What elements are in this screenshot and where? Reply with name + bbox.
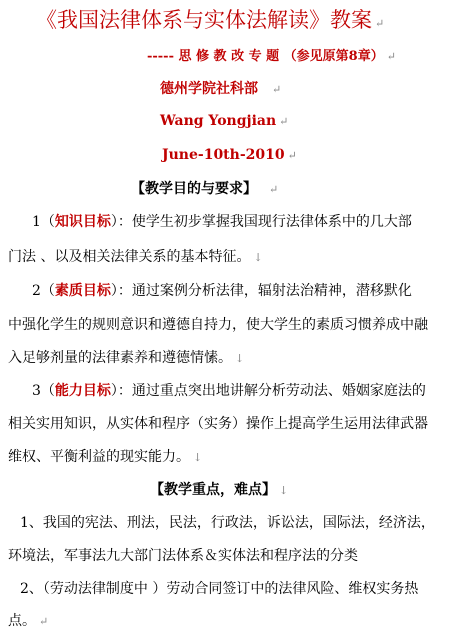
author-text: Wang Yongjian [160,113,277,129]
date-text: June-10th-2010 [162,147,285,163]
line-break-mark: ↓ [235,352,245,365]
objective-text: 维权、平衡利益的现实能力。 [8,449,190,465]
paragraph-mark: ↵ [386,50,396,63]
objective-2-line-3 [8,347,244,367]
organization-text: 德州学院社科部 [160,81,258,97]
paragraph-mark: ↵ [375,17,385,30]
objective-text: ）：通过案例分析法律，辐射法治精神，潜移默化 [110,283,412,299]
objective-text: ）：通过重点突出地讲解分析劳动法、婚姻家庭法的 [110,383,426,399]
key-point-text: 2、（劳动法律制度中 ）劳动合同签订中的法律风险、维权实务热 [20,581,419,597]
objective-label: 能力目标 [54,383,111,399]
organization-line [160,78,281,98]
document-subtitle [147,45,396,64]
objective-text: 相关实用知识，从实体和程序（实务）操作上提高学生运用法律武器 [8,416,428,432]
objective-1-line-1 [32,211,412,231]
item-number: 3（ [32,383,55,399]
key-point-1-line-1 [20,512,435,532]
objective-label: 知识目标 [54,214,111,230]
key-point-text: 1、我国的宪法、刑法，民法，行政法，诉讼法，国际法，经济法， [20,515,435,531]
item-number: 2（ [32,283,55,299]
objective-1-line-2 [8,246,263,266]
line-break-mark: ↓ [279,484,289,497]
date-line [162,147,297,163]
paragraph-mark: ↵ [279,115,289,128]
author-line [160,113,288,129]
objective-text: 门法 、以及相关法律关系的基本特征。 [8,249,251,265]
key-point-2-line-2 [8,610,48,630]
title-text: 《我国法律体系与实体法解读》教案 [36,8,372,32]
subtitle-text: ----- 思 修 教 改 专 题 （参见原第8章） [147,49,384,64]
objective-2-line-1 [32,280,412,300]
objective-3-line-1 [32,380,426,400]
key-point-1-line-2 [8,545,358,565]
item-number: 1（ [32,214,55,230]
paragraph-mark: ↵ [39,615,49,628]
objective-label: 素质目标 [54,283,111,299]
objective-text: 中强化学生的规则意识和遵德自持力，使大学生的素质习惯养成中融 [8,317,428,333]
objective-3-line-2 [8,413,428,433]
line-break-mark: ↓ [253,251,263,264]
section-heading-key-points [150,479,288,499]
line-break-mark: ↓ [193,451,203,464]
heading-text: 【教学目的与要求】 [131,181,257,197]
objective-text: 入足够剂量的法律素养和遵德情愫。 [8,350,232,366]
paragraph-mark: ↵ [287,149,297,162]
objective-2-line-2 [8,314,428,334]
paragraph-mark: ↵ [269,183,279,196]
key-point-2-line-1 [20,578,418,598]
document-title [36,4,384,34]
objective-text: ）：使学生初步掌握我国现行法律体系中的几大部 [110,214,412,230]
paragraph-mark: ↵ [272,83,282,96]
heading-text: 【教学重点，难点】 [150,482,276,498]
objective-3-line-3 [8,446,202,466]
key-point-text: 环境法，军事法九大部门法体系＆实体法和程序法的分类 [8,548,358,564]
section-heading-objectives [131,178,278,198]
key-point-text: 点。 [8,613,36,629]
